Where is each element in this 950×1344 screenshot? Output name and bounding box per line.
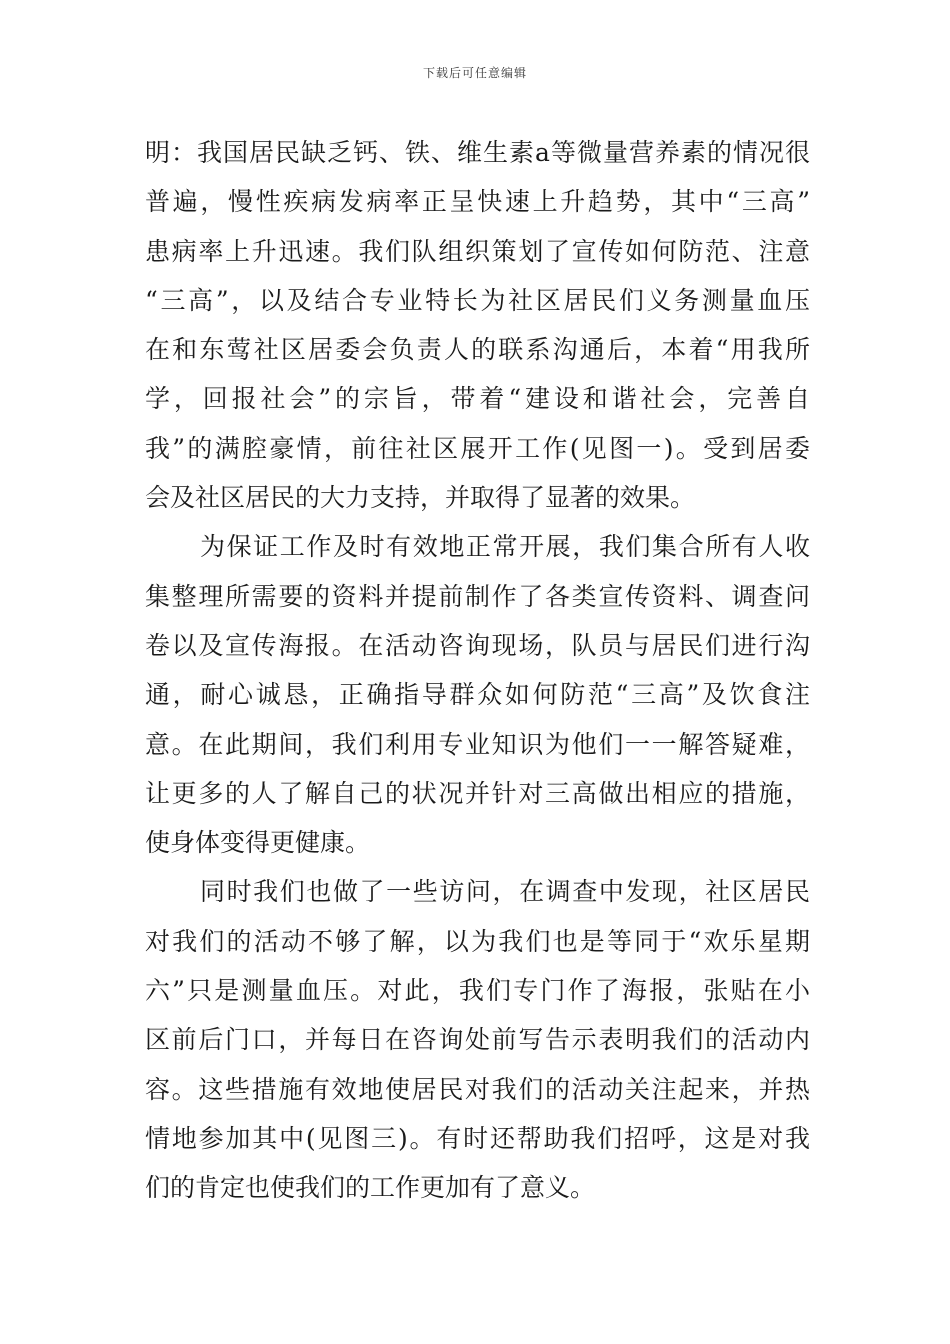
text-line: 普遍，慢性疾病发病率正呈快速上升趋势，其中“三高”	[145, 187, 810, 217]
text-line: 让更多的人了解自己的状况并针对三高做出相应的措施，	[145, 778, 810, 808]
text-line: 卷以及宣传海报。在活动咨询现场，队员与居民们进行沟	[145, 630, 810, 660]
paragraph-1	[145, 128, 810, 522]
paragraph-3	[145, 867, 810, 1212]
text-line: 在和东莺社区居委会负责人的联系沟通后，本着“用我所	[145, 335, 810, 365]
text-line: 我”的满腔豪情，前往社区展开工作(见图一)。受到居委	[145, 433, 810, 463]
page-header: 下载后可任意编辑	[422, 66, 527, 80]
text-line: 学，回报社会”的宗旨，带着“建设和谐社会，完善自	[145, 384, 810, 414]
document-body	[145, 128, 810, 1213]
text-line: 使身体变得更健康。	[145, 828, 371, 858]
text-line: 同时我们也做了一些访问，在调查中发现，社区居民	[200, 877, 810, 907]
text-line: 集整理所需要的资料并提前制作了各类宣传资料、调查问	[145, 581, 810, 611]
text-line: 对我们的活动不够了解，以为我们也是等同于“欢乐星期	[145, 926, 810, 956]
text-line: 会及社区居民的大力支持，并取得了显著的效果。	[145, 483, 696, 513]
text-line: 们的肯定也使我们的工作更加有了意义。	[145, 1173, 596, 1203]
text-line: 为保证工作及时有效地正常开展，我们集合所有人收	[200, 532, 810, 562]
text-line: 意。在此期间，我们利用专业知识为他们一一解答疑难，	[145, 729, 810, 759]
paragraph-2	[145, 522, 810, 867]
text-line: 容。这些措施有效地使居民对我们的活动关注起来，并热	[145, 1074, 810, 1104]
text-line: 情地参加其中(见图三)。有时还帮助我们招呼，这是对我	[145, 1123, 810, 1153]
text-line: “三高”，以及结合专业特长为社区居民们义务测量血压	[145, 285, 810, 315]
text-line: 区前后门口，并每日在咨询处前写告示表明我们的活动内	[145, 1025, 810, 1055]
text-line: 六”只是测量血压。对此，我们专门作了海报，张贴在小	[145, 976, 810, 1006]
text-line: 明：我国居民缺乏钙、铁、维生素a等微量营养素的情况很	[145, 138, 810, 167]
text-line: 患病率上升迅速。我们队组织策划了宣传如何防范、注意	[145, 236, 810, 266]
text-line: 通，耐心诚恳，正确指导群众如何防范“三高”及饮食注	[145, 680, 810, 710]
